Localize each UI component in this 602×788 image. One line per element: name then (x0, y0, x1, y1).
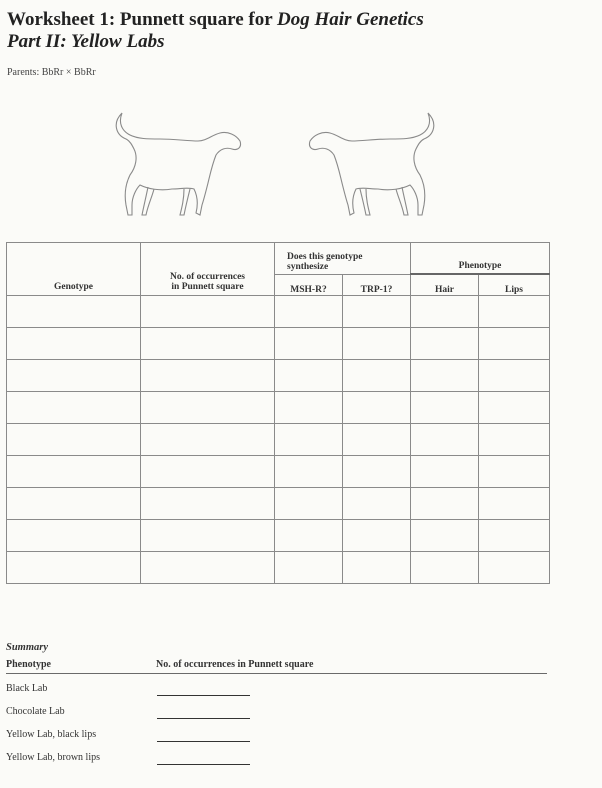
summary-phenotype-label: Chocolate Lab (6, 706, 65, 717)
synthesize-header (275, 243, 411, 275)
dog-silhouette-left (108, 105, 248, 220)
summary-occurrences-header: No. of occurrences in Punnett square (156, 659, 314, 670)
lips-cell[interactable] (479, 424, 550, 456)
trp-1-cell[interactable] (343, 488, 411, 520)
trp-1-cell[interactable] (343, 424, 411, 456)
occurrences-cell[interactable] (141, 520, 275, 552)
summary-section (6, 642, 547, 766)
genotype-cell[interactable] (7, 424, 141, 456)
msh-r-cell[interactable] (275, 488, 343, 520)
lips-cell[interactable] (479, 488, 550, 520)
lips-cell[interactable] (479, 552, 550, 584)
trp-1-cell[interactable] (343, 520, 411, 552)
dog-silhouette-right (302, 105, 442, 220)
occurrences-cell[interactable] (141, 424, 275, 456)
summary-answer-blank[interactable] (157, 741, 250, 742)
occurrences-header-line-1: No. of occurrences (169, 272, 245, 282)
dog-outline-left-icon (108, 105, 248, 220)
hair-cell[interactable] (411, 552, 479, 584)
msh-r-cell[interactable] (275, 392, 343, 424)
genotype-cell[interactable] (7, 360, 141, 392)
title-prefix: Worksheet 1: Punnett square for (7, 9, 278, 30)
genotype-cell[interactable] (7, 520, 141, 552)
summary-row (6, 674, 547, 697)
table-row (7, 392, 550, 424)
hair-cell[interactable] (411, 424, 479, 456)
msh-r-cell[interactable] (275, 520, 343, 552)
hair-header: Hair (411, 274, 479, 296)
lips-cell[interactable] (479, 360, 550, 392)
table-row (7, 456, 550, 488)
title-line-2: Part II: Yellow Labs (7, 31, 165, 52)
lips-cell[interactable] (479, 296, 550, 328)
summary-phenotype-label: Black Lab (6, 683, 48, 694)
hair-cell[interactable] (411, 328, 479, 360)
title-line-1 (7, 9, 424, 31)
msh-r-cell[interactable] (275, 456, 343, 488)
occurrences-cell[interactable] (141, 456, 275, 488)
trp-1-header: TRP-1? (343, 274, 411, 296)
trp-1-cell[interactable] (343, 456, 411, 488)
occurrences-cell[interactable] (141, 296, 275, 328)
hair-cell[interactable] (411, 296, 479, 328)
genotype-cell[interactable] (7, 392, 141, 424)
msh-r-cell[interactable] (275, 328, 343, 360)
title-topic: Dog Hair Genetics (277, 9, 424, 30)
msh-r-cell[interactable] (275, 296, 343, 328)
hair-cell[interactable] (411, 488, 479, 520)
occurrences-cell[interactable] (141, 488, 275, 520)
table-row (7, 328, 550, 360)
summary-phenotype-header: Phenotype (6, 659, 51, 670)
lips-cell[interactable] (479, 328, 550, 360)
trp-1-cell[interactable] (343, 360, 411, 392)
summary-row (6, 743, 547, 766)
occurrences-cell[interactable] (141, 552, 275, 584)
dog-outline-right-icon (302, 105, 442, 220)
occurrences-cell[interactable] (141, 360, 275, 392)
lips-cell[interactable] (479, 456, 550, 488)
table-row (7, 360, 550, 392)
summary-answer-blank[interactable] (157, 764, 250, 765)
genotype-header: Genotype (7, 243, 141, 296)
lips-cell[interactable] (479, 392, 550, 424)
table-header-row-1 (7, 243, 550, 275)
occurrences-header (141, 243, 275, 296)
hair-cell[interactable] (411, 392, 479, 424)
summary-answer-blank[interactable] (157, 695, 250, 696)
trp-1-cell[interactable] (343, 552, 411, 584)
table-row (7, 552, 550, 584)
lips-cell[interactable] (479, 520, 550, 552)
summary-phenotype-label: Yellow Lab, black lips (6, 729, 97, 740)
parents-cross: Parents: BbRr × BbRr (7, 67, 96, 78)
summary-answer-blank[interactable] (157, 718, 250, 719)
hair-cell[interactable] (411, 360, 479, 392)
occurrences-cell[interactable] (141, 328, 275, 360)
synthesize-header-line-1: Does this genotype (287, 251, 363, 262)
hair-cell[interactable] (411, 520, 479, 552)
table-row (7, 424, 550, 456)
phenotype-header: Phenotype (411, 243, 550, 275)
lips-header: Lips (479, 274, 550, 296)
genotype-cell[interactable] (7, 328, 141, 360)
worksheet-title (7, 9, 424, 52)
msh-r-cell[interactable] (275, 552, 343, 584)
summary-row (6, 697, 547, 720)
genotype-cell[interactable] (7, 552, 141, 584)
table-row (7, 488, 550, 520)
trp-1-cell[interactable] (343, 392, 411, 424)
table-row (7, 296, 550, 328)
occurrences-header-line-2: in Punnett square (171, 282, 244, 292)
msh-r-header: MSH-R? (275, 274, 343, 296)
trp-1-cell[interactable] (343, 296, 411, 328)
msh-r-cell[interactable] (275, 424, 343, 456)
occurrences-cell[interactable] (141, 392, 275, 424)
hair-cell[interactable] (411, 456, 479, 488)
msh-r-cell[interactable] (275, 360, 343, 392)
table-row (7, 520, 550, 552)
summary-row (6, 720, 547, 743)
synthesize-header-line-2: synthesize (287, 261, 329, 272)
genotype-cell[interactable] (7, 488, 141, 520)
genotype-cell[interactable] (7, 296, 141, 328)
trp-1-cell[interactable] (343, 328, 411, 360)
summary-title: Summary (6, 642, 49, 653)
summary-phenotype-label: Yellow Lab, brown lips (6, 752, 100, 763)
punnett-table (6, 242, 550, 584)
summary-header (6, 659, 547, 674)
genotype-cell[interactable] (7, 456, 141, 488)
